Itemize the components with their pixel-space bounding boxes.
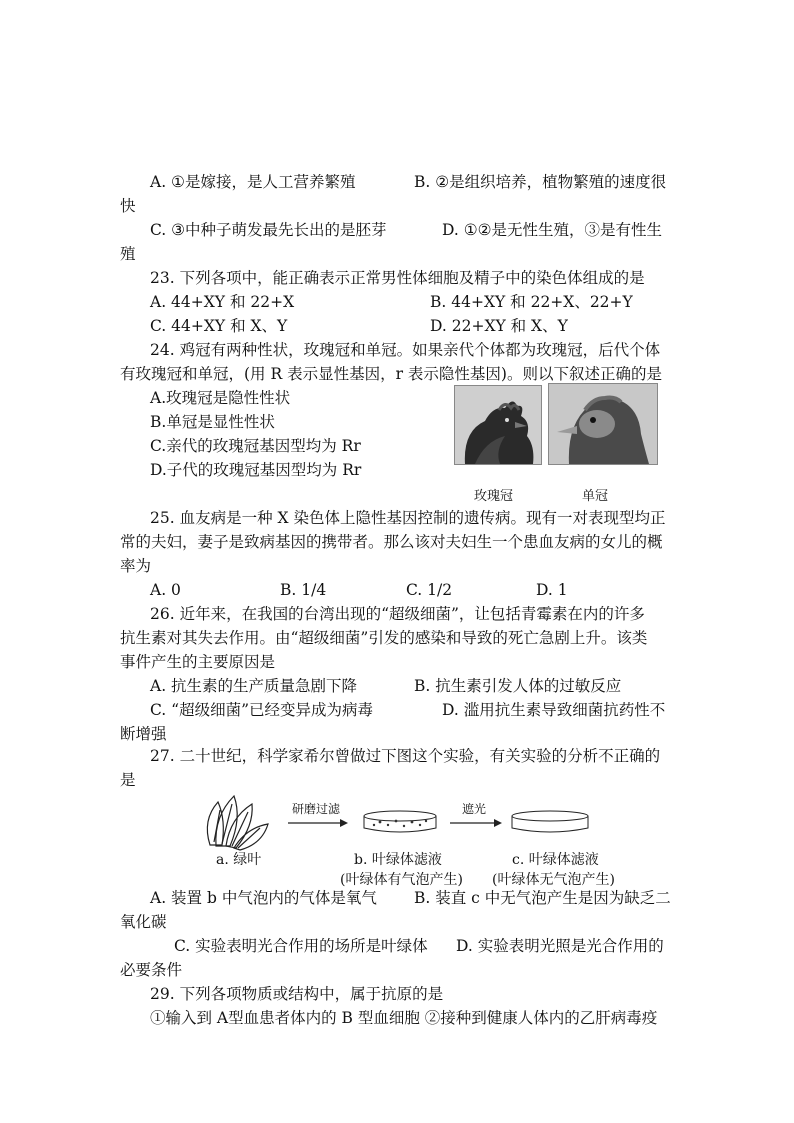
q27-stem-line1: 27. 二十世纪，科学家希尔曾做过下图这个实验，有关实验的分析不正确的	[150, 747, 661, 765]
q23-option-d: D. 22+XY 和 X、Y	[430, 317, 568, 335]
rooster-rose-comb-image	[454, 385, 542, 465]
q25-stem-line3: 率为	[120, 557, 152, 575]
q26-option-d-cont: 断增强	[120, 725, 167, 743]
q27-option-b-cont: 氧化碳	[120, 913, 167, 931]
q27-option-a: A. 装置 b 中气泡内的气体是氧气	[150, 889, 377, 907]
label-b-note: (叶绿体有气泡产生)	[340, 872, 463, 888]
q26-option-a: A. 抗生素的生产质量急剧下降	[150, 677, 358, 695]
q22-option-d: D. ①②是无性生殖，③是有性生	[442, 221, 663, 239]
q22-option-b-cont: 快	[120, 197, 136, 215]
q27-option-c: C. 实验表明光合作用的场所是叶绿体	[174, 937, 428, 955]
q27-option-d-cont: 必要条件	[120, 961, 183, 979]
q24-stem-line2: 有玫瑰冠和单冠，(用 R 表示显性基因，r 表示隐性基因)。则以下叙述正确的是	[120, 365, 662, 383]
q22-option-b: B. ②是组织培养，植物繁殖的速度很	[414, 173, 667, 191]
dish-b-with-bubbles	[364, 811, 436, 832]
arrow-grind-filter-label: 研磨过滤	[292, 802, 341, 816]
q26-option-d: D. 滥用抗生素导致细菌抗药性不	[442, 701, 666, 719]
label-b-filtrate: b. 叶绿体滤液	[354, 852, 442, 868]
hen-single-comb-image	[548, 383, 658, 465]
q25-option-d: D. 1	[536, 581, 568, 599]
arrow-shade-label: 遮光	[462, 802, 487, 816]
q27-option-d: D. 实验表明光照是光合作用的	[456, 937, 664, 955]
q24-stem-line1: 24. 鸡冠有两种性状，玫瑰冠和单冠。如果亲代个体都为玫瑰冠，后代个体	[150, 341, 661, 359]
q26-stem-line2: 抗生素对其失去作用。由“超级细菌”引发的感染和导致的死亡急剧上升。该类	[120, 629, 648, 647]
q26-option-c: C. “超级细菌”已经变异成为病毒	[150, 701, 374, 719]
q29-stem: 29. 下列各项物质或结构中，属于抗原的是	[150, 985, 444, 1003]
q26-option-b: B. 抗生素引发人体的过敏反应	[414, 677, 622, 695]
q22-option-c: C. ③中种子萌发最先长出的是胚芽	[150, 221, 387, 239]
q22-option-d-cont: 殖	[120, 245, 136, 263]
q23-option-b: B. 44+XY 和 22+X、22+Y	[430, 293, 633, 311]
label-c-note: (叶绿体无气泡产生)	[492, 872, 615, 888]
label-c-filtrate: c. 叶绿体滤液	[512, 852, 599, 868]
q24-option-d: D.子代的玫瑰冠基因型均为 Rr	[150, 461, 362, 479]
q23-option-c: C. 44+XY 和 X、Y	[150, 317, 288, 335]
q24-option-b: B.单冠是显性性状	[150, 413, 275, 431]
q25-stem-line1: 25. 血友病是一种 X 染色体上隐性基因控制的遗传病。现有一对表现型均正	[150, 509, 666, 527]
q29-items-line1: ①输入到 A型血患者体内的 B 型血细胞 ②接种到健康人体内的乙肝病毒疫	[150, 1009, 658, 1027]
dish-c-no-bubbles	[512, 811, 588, 832]
q27-option-b: B. 装直 c 中无气泡产生是因为缺乏二	[414, 889, 671, 907]
q24-option-c: C.亲代的玫瑰冠基因型均为 Rr	[150, 437, 361, 455]
rooster-label: 玫瑰冠	[474, 489, 514, 504]
hen-label: 单冠	[582, 489, 609, 504]
q26-stem-line1: 26. 近年来，在我国的台湾出现的“超级细菌”，让包括青霉素在内的许多	[150, 605, 645, 623]
q25-option-c: C. 1/2	[406, 581, 453, 599]
q22-option-a: A. ①是嫁接，是人工营养繁殖	[150, 173, 356, 191]
q24-option-a: A.玫瑰冠是隐性性状	[150, 389, 291, 407]
label-a-green-leaf: a. 绿叶	[216, 852, 262, 868]
q27-stem-line2: 是	[120, 771, 136, 789]
q26-stem-line3: 事件产生的主要原因是	[120, 653, 276, 671]
green-leaves-drawing	[207, 796, 268, 850]
q23-option-a: A. 44+XY 和 22+X	[150, 293, 295, 311]
q25-option-a: A. 0	[150, 581, 181, 599]
q23-stem: 23. 下列各项中，能正确表示正常男性体细胞及精子中的染色体组成的是	[150, 269, 645, 287]
q25-option-b: B. 1/4	[280, 581, 327, 599]
q25-stem-line2: 常的夫妇，妻子是致病基因的携带者。那么该对夫妇生一个患血友病的女儿的概	[120, 533, 663, 551]
